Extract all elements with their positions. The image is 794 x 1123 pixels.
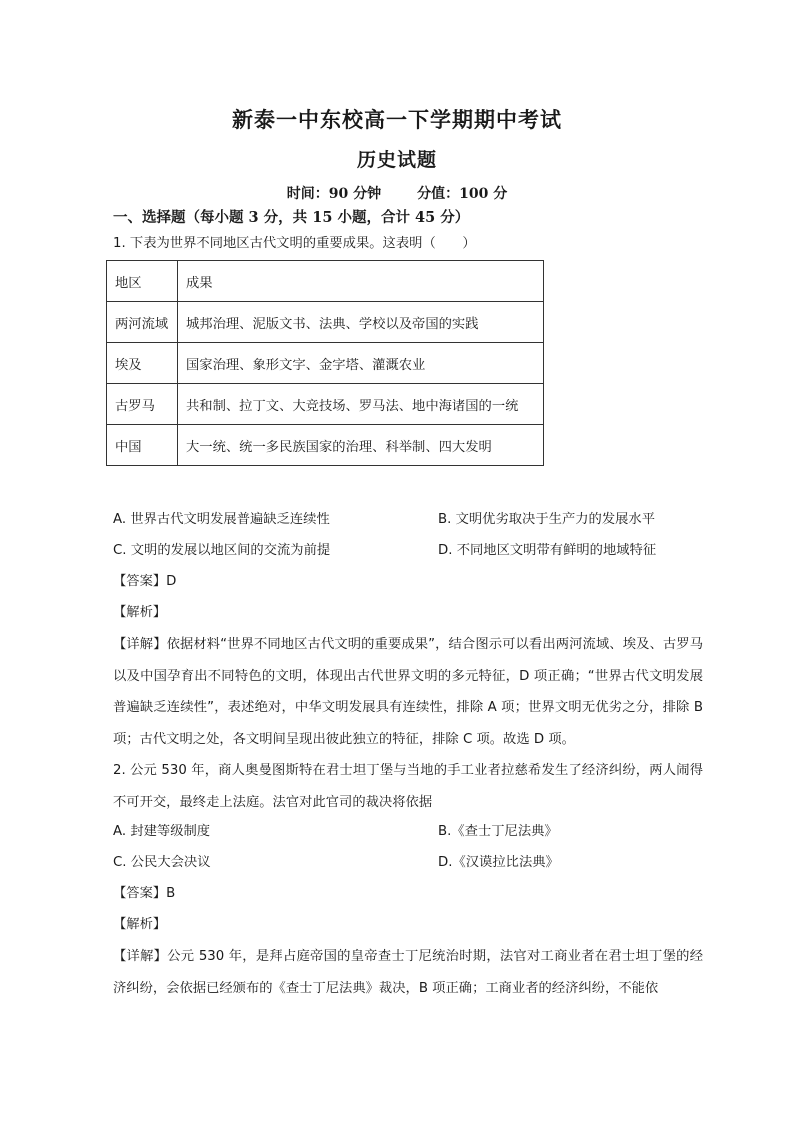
table-cell: 国家治理、象形文字、金字塔、灌溉农业 — [178, 343, 544, 384]
table-cell: 城邦治理、泥版文书、法典、学校以及帝国的实践 — [178, 302, 544, 343]
q2-option-a: A. 封建等级制度 — [113, 824, 211, 839]
table-cell: 两河流域 — [107, 302, 178, 343]
table-row — [107, 302, 544, 343]
table-cell: 古罗马 — [107, 384, 178, 425]
q1-detail: 【详解】依据材料“世界不同地区古代文明的重要成果”，结合图示可以看出两河流域、埃及、古罗马以及中国孕育出不同特色的文明，体现出古代世界文明的多元特征，D 项正确；“世界古代文明发展普遍缺乏连续性”，表述绝对，中华文明发展具有连续性，排除 A 项；世界文明无优劣之分，排除 B 项；古代文明之处，各文明间呈现出彼此独立的特征，排除 C 项。故选 D 项。 — [113, 637, 703, 747]
q2-option-c: C. 公民大会决议 — [113, 855, 211, 870]
table-header-cell: 成果 — [178, 261, 544, 302]
table-cell: 共和制、拉丁文、大竞技场、罗马法、地中海诸国的一统 — [178, 384, 544, 425]
q1-option-c: C. 文明的发展以地区间的交流为前提 — [113, 543, 331, 558]
q1-option-d: D. 不同地区文明带有鲜明的地域特征 — [438, 543, 657, 558]
exam-title: 新泰一中东校高一下学期期中考试 — [232, 107, 562, 132]
q1-stem: 1. 下表为世界不同地区古代文明的重要成果。这表明（ ） — [113, 236, 476, 251]
q2-option-b: B.《查士丁尼法典》 — [438, 824, 558, 839]
q1-table — [106, 260, 544, 466]
exam-score: 分值：100 分 — [417, 186, 508, 202]
q2-option-d: D.《汉谟拉比法典》 — [438, 855, 559, 870]
table-row — [107, 425, 544, 466]
q2-answer: 【答案】B — [113, 886, 176, 901]
table-header-cell: 地区 — [107, 261, 178, 302]
exam-time: 时间：90 分钟 — [286, 186, 382, 202]
section-heading: 一、选择题（每小题 3 分，共 15 小题，合计 45 分） — [113, 209, 470, 226]
exam-subtitle: 历史试题 — [356, 149, 437, 171]
table-cell: 中国 — [107, 425, 178, 466]
q2-detail: 【详解】公元 530 年，是拜占庭帝国的皇帝查士丁尼统治时期，法官对工商业者在君士坦丁堡的经济纠纷，会依据已经颁布的《查士丁尼法典》裁决，B 项正确；工商业者的经济纠纷，不能依 — [113, 949, 703, 996]
table-row — [107, 384, 544, 425]
q2-analysis-label: 【解析】 — [113, 917, 167, 932]
q1-option-a: A. 世界古代文明发展普遍缺乏连续性 — [113, 512, 330, 527]
q1-analysis-label: 【解析】 — [113, 605, 167, 620]
exam-meta — [0, 183, 794, 203]
table-cell: 大一统、统一多民族国家的治理、科举制、四大发明 — [178, 425, 544, 466]
q1-answer: 【答案】D — [113, 574, 177, 589]
q1-option-b: B. 文明优劣取决于生产力的发展水平 — [438, 512, 656, 527]
table-row — [107, 261, 544, 302]
table-cell: 埃及 — [107, 343, 178, 384]
q2-stem: 2. 公元 530 年，商人奥曼图斯特在君士坦丁堡与当地的手工业者拉慈希发生了经济纠纷，两人闹得不可开交，最终走上法庭。法官对此官司的裁决将依据 — [113, 763, 703, 810]
table-row — [107, 343, 544, 384]
